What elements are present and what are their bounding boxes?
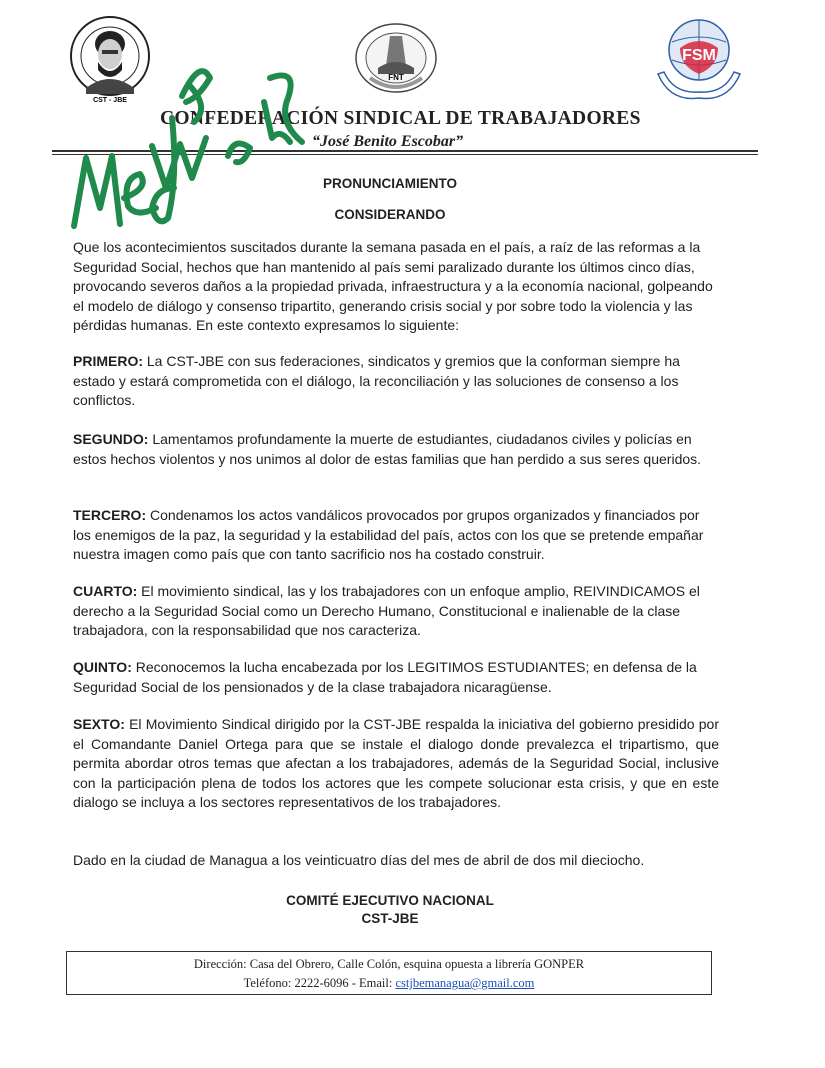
logo-right-caption: FSM: [682, 47, 716, 64]
point-segundo: [73, 430, 719, 469]
logo-left-caption: CST - JBE: [93, 97, 127, 104]
point-text: La CST-JBE con sus federaciones, sindicatos y gremios que la conforman siempre ha estado y estará comprometida con el diálogo, la reconciliación y las soluciones de consenso a los conflictos.: [73, 353, 680, 408]
document-subtitle: CONSIDERANDO: [334, 207, 446, 222]
document-title: PRONUNCIAMIENTO: [322, 176, 457, 191]
organization-title: CONFEDERACIÓN SINDICAL DE TRABAJADORES: [160, 108, 641, 129]
point-text: Reconocemos la lucha encabezada por los LEGITIMOS ESTUDIANTES; en defensa de la Seguridad Social de los pensionados y de la clase trabajadora nicaragüense.: [73, 659, 697, 695]
point-tercero: [73, 506, 719, 565]
footer-contact-box: [66, 951, 712, 995]
logo-center-caption: FNT: [388, 73, 404, 82]
organization-subtitle: “José Benito Escobar”: [312, 133, 464, 150]
point-text: Condenamos los actos vandálicos provocados por grupos organizados y financiados por los enemigos de la paz, la seguridad y la estabilidad del país, actos con los que se pretende empañar nuestra imagen como país que con tanto sacrificio nos ha costado construir.: [73, 507, 704, 562]
point-primero: [73, 352, 719, 411]
fsm-logo: [650, 14, 748, 104]
point-sexto: [73, 715, 719, 813]
intro-paragraph: Que los acontecimientos suscitados durante la semana pasada en el país, a raíz de las reformas a la Seguridad Social, hechos que han mantenido al país semi paralizado durante los últimos cinco días, provocando severos daños a la propiedad privada, infraestructura y a la economía nacional, golpeando el modelo de diálogo y consenso tripartito, generando crisis social y por sobre todo la violencia y las pérdidas humanas. En este contexto expresamos lo siguiente:: [73, 239, 713, 333]
email-link[interactable]: cstjbemanagua@gmail.com: [395, 976, 535, 990]
footer-address: Dirección: Casa del Obrero, Calle Colón, esquina opuesta a librería GONPER: [193, 957, 585, 971]
signature-organization: CST-JBE: [361, 911, 419, 926]
footer-contact-line: [67, 976, 711, 991]
footer-phone: Teléfono: 2222-6096 - Email:: [243, 976, 396, 990]
point-text: Lamentamos profundamente la muerte de estudiantes, ciudadanos civiles y policías en estos hechos violentos y nos unimos al dolor de estas familias que han perdido a sus seres queridos.: [73, 431, 702, 467]
point-label: CUARTO:: [73, 583, 138, 599]
signature-block: [0, 892, 780, 928]
point-label: SEGUNDO:: [73, 431, 149, 447]
point-quinto: [73, 658, 719, 697]
point-label: SEXTO:: [73, 716, 125, 732]
point-label: QUINTO:: [73, 659, 132, 675]
point-cuarto: [73, 582, 719, 641]
closing-paragraph: Dado en la ciudad de Managua a los veinticuatro días del mes de abril de dos mil dieciocho.: [73, 852, 645, 868]
point-label: TERCERO:: [73, 507, 147, 523]
point-text: El Movimiento Sindical dirigido por la CST-JBE respalda la iniciativa del gobierno presidido por el Comandante Daniel Ortega para que se instale el dialogo donde prevalezca el tripartismo, que permita abordar otros temas que afectan a los trabajadores, además de la Seguridad Social, inclusive con la participación plena de todos los actores que les compete solucionar esta crisis, y que en este dialogo se incluya a los sectores representativos de los trabajadores.: [73, 716, 719, 810]
fnt-logo: [350, 22, 442, 96]
point-label: PRIMERO:: [73, 353, 143, 369]
signature-committee: COMITÉ EJECUTIVO NACIONAL: [286, 893, 494, 908]
point-text: El movimiento sindical, las y los trabajadores con un enfoque amplio, REIVINDICAMOS el derecho a la Seguridad Social como un Derecho Humano, Constitucional e inalienable de la clase trabajadora, con la responsabilidad que nos caracteriza.: [73, 583, 700, 638]
